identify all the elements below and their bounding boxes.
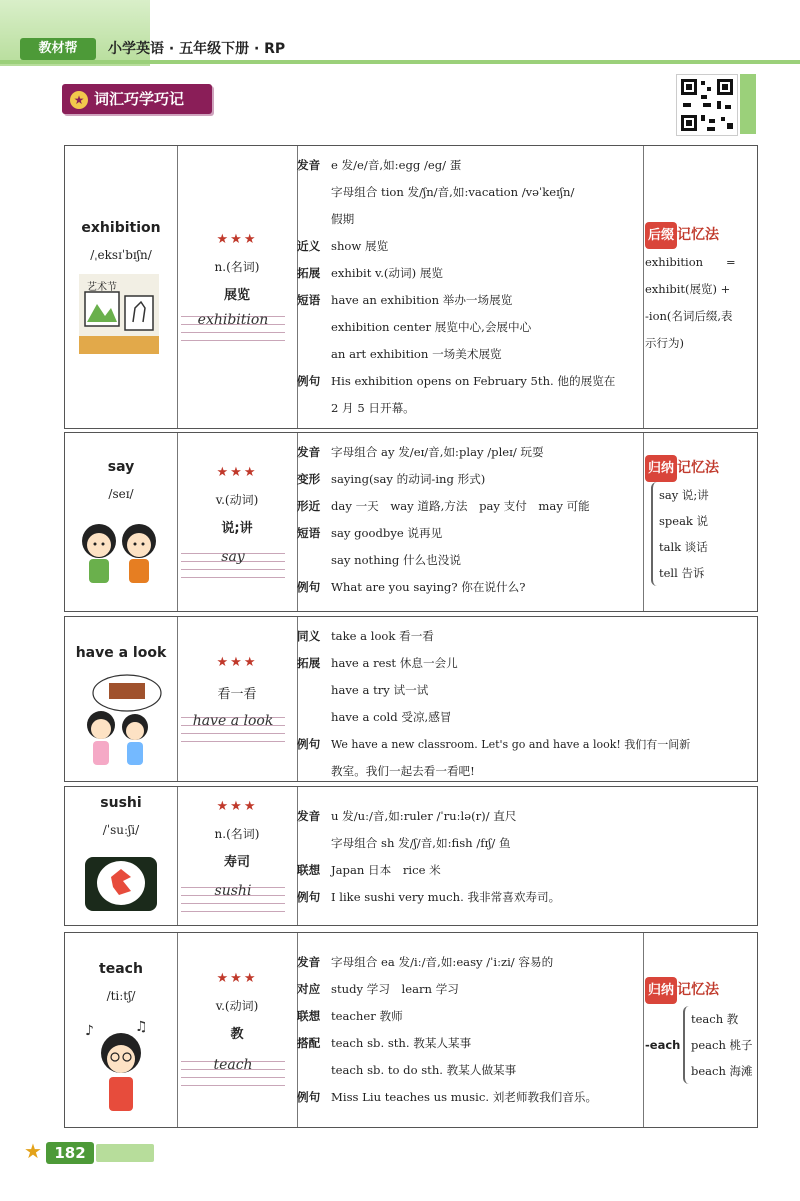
entry-meaning: 教 — [230, 1027, 244, 1042]
detail-text: day 一天 way 道路,方法 pay 支付 may 可能 — [331, 499, 590, 513]
brace-list — [651, 482, 757, 586]
handwritten-word: have a look — [192, 713, 274, 729]
svg-text:♪: ♪ — [85, 1023, 94, 1039]
entry-phonetic: /tiːtʃ/ — [106, 989, 136, 1003]
memo-line: exhibition = — [645, 255, 736, 269]
detail-text: teacher 教师 — [331, 1009, 403, 1023]
memo-line: talk 谈话 — [659, 540, 708, 554]
detail-text: Japan 日本 rice 米 — [331, 863, 441, 877]
copy-line — [181, 1055, 285, 1085]
detail-text: 字母组合 ea 发/iː/音,如:easy /ˈiːzi/ 容易的 — [331, 955, 554, 969]
entry-details — [297, 439, 637, 601]
entry-meaning: 展览 — [223, 288, 250, 303]
memory-tip-title — [645, 455, 757, 482]
entry-details — [297, 949, 637, 1111]
section-title-text: 词汇巧学巧记 — [94, 90, 185, 108]
brand-label: 教材帮 — [20, 38, 96, 60]
entry-meaning: 看一看 — [217, 687, 257, 702]
detail-text: show 展览 — [331, 239, 389, 253]
memo-line: speak 说 — [659, 514, 709, 528]
detail-text: e 发/e/音,如:egg /eg/ 蛋 — [331, 158, 462, 172]
entry-phonetic: /ˈsuːʃi/ — [102, 823, 140, 837]
entry-phonetic: /ˌeksɪˈbɪʃn/ — [90, 248, 152, 262]
memo-title: 记忆法 — [677, 227, 720, 243]
detail-text: teach sb. to do sth. 教某人做某事 — [331, 1063, 517, 1077]
memory-tip-title — [645, 977, 757, 1004]
detail-label: 变形 — [297, 472, 321, 486]
detail-label: 例句 — [297, 374, 321, 388]
detail-text: study 学习 learn 学习 — [331, 982, 459, 996]
memory-tip — [645, 455, 757, 586]
entry-pos: n.(名词) — [214, 260, 260, 274]
entry-word: say — [107, 459, 135, 475]
detail-label: 联想 — [297, 1009, 321, 1023]
brace-list — [683, 1006, 753, 1084]
detail-text: exhibition center 展览中心,会展中心 — [331, 320, 532, 334]
memory-tip — [645, 977, 757, 1088]
qr-side-tab — [740, 74, 756, 134]
page-header — [0, 0, 800, 66]
footer-decoration — [96, 1144, 154, 1162]
memo-title: 记忆法 — [677, 982, 720, 998]
detail-text: have an exhibition 举办一场展览 — [331, 293, 513, 307]
kids-looking-illustration — [77, 671, 163, 771]
detail-text: saying(say 的动词-ing 形式) — [331, 472, 486, 486]
detail-label: 发音 — [297, 809, 321, 823]
vocab-entry-have-a-look — [64, 616, 758, 782]
two-kids-talking-illustration — [75, 517, 165, 587]
handwritten-word: say — [221, 549, 245, 565]
star-rating: ★★★ — [216, 465, 258, 480]
sushi-roll-illustration — [79, 847, 163, 919]
detail-label: 对应 — [297, 982, 321, 996]
vocab-entry-exhibition — [64, 145, 758, 429]
detail-text: What are you saying? 你在说什么? — [331, 580, 526, 594]
header-line — [0, 60, 800, 64]
memo-line: 示行为) — [645, 336, 684, 350]
memory-tip — [645, 222, 757, 357]
teacher-singing-illustration — [83, 1017, 159, 1117]
memo-line: say 说;讲 — [659, 488, 709, 502]
detail-label: 短语 — [297, 293, 321, 307]
page-footer — [24, 1140, 134, 1166]
detail-label: 同义 — [297, 629, 321, 643]
detail-text: 字母组合 sh 发/ʃ/音,如:fish /fɪʃ/ 鱼 — [331, 836, 511, 850]
detail-text: teach sb. sth. 教某人某事 — [331, 1036, 472, 1050]
memory-tip-title — [645, 222, 757, 249]
picture-label: 艺术节 — [87, 282, 117, 293]
entry-details — [297, 803, 747, 911]
detail-text: 教室。我们一起去看一看吧! — [331, 764, 475, 778]
memo-line: beach 海滩 — [691, 1064, 753, 1078]
detail-label: 例句 — [297, 1090, 321, 1104]
memo-badge: 归纳 — [645, 977, 677, 1004]
detail-text: 2 月 5 日开幕。 — [331, 401, 415, 415]
entry-pos: n.(名词) — [214, 827, 260, 841]
detail-text: I like sushi very much. 我非常喜欢寿司。 — [331, 890, 561, 904]
handwritten-word: teach — [213, 1057, 253, 1073]
entry-details — [297, 152, 637, 422]
detail-text: 字母组合 ay 发/eɪ/音,如:play /pleɪ/ 玩耍 — [331, 445, 544, 459]
copy-line — [181, 881, 285, 911]
detail-label: 拓展 — [297, 266, 321, 280]
star-rating: ★★★ — [216, 232, 258, 247]
vocab-entry-say — [64, 432, 758, 612]
detail-text: His exhibition opens on February 5th. 他的展览在 — [331, 374, 616, 388]
memo-line: -ion(名词后缀,表 — [645, 309, 733, 323]
detail-label: 例句 — [297, 580, 321, 594]
detail-text: have a cold 受凉,感冒 — [331, 710, 452, 724]
entry-meaning: 说;讲 — [221, 521, 253, 536]
copy-line — [181, 310, 285, 340]
entry-word: have a look — [75, 645, 167, 661]
handwritten-word: exhibition — [197, 312, 269, 328]
detail-text: have a rest 休息一会儿 — [331, 656, 458, 670]
detail-text: 字母组合 tion 发/ʃn/音,如:vacation /vəˈkeɪʃn/ — [331, 185, 575, 199]
detail-text: 假期 — [331, 212, 355, 226]
detail-label: 形近 — [297, 499, 321, 513]
memo-line: exhibit(展览) + — [645, 282, 731, 296]
detail-label: 短语 — [297, 526, 321, 540]
detail-label: 例句 — [297, 737, 321, 751]
detail-text: exhibit v.(动词) 展览 — [331, 266, 444, 280]
star-rating: ★★★ — [216, 971, 258, 986]
star-icon: ★ — [70, 91, 88, 109]
page-number: 182 — [46, 1142, 94, 1164]
detail-text: an art exhibition 一场美术展览 — [331, 347, 502, 361]
memo-badge: 后缀 — [645, 222, 677, 249]
section-title — [62, 84, 212, 114]
memo-badge: 归纳 — [645, 455, 677, 482]
handwritten-word: sushi — [214, 883, 252, 899]
detail-label: 例句 — [297, 890, 321, 904]
detail-text: say goodbye 说再见 — [331, 526, 443, 540]
book-title: 小学英语 · 五年级下册 · RP — [108, 41, 286, 57]
detail-text: take a look 看一看 — [331, 629, 434, 643]
detail-label: 搭配 — [297, 1036, 321, 1050]
star-icon: ★ — [24, 1139, 42, 1163]
detail-text: say nothing 什么也没说 — [331, 553, 461, 567]
entry-pos: v.(动词) — [215, 493, 259, 507]
entry-pos: v.(动词) — [215, 999, 259, 1013]
copy-line — [181, 711, 285, 741]
entry-details — [297, 623, 747, 785]
detail-label: 近义 — [297, 239, 321, 253]
qr-code-icon[interactable] — [676, 74, 738, 136]
entry-word: exhibition — [81, 220, 161, 236]
detail-text: We have a new classroom. Let's go and have a look! 我们有一间新 — [331, 738, 691, 751]
star-rating: ★★★ — [216, 655, 258, 670]
memo-title: 记忆法 — [677, 460, 720, 476]
memo-line: tell 告诉 — [659, 566, 705, 580]
copy-line — [181, 547, 285, 577]
detail-text: Miss Liu teaches us music. 刘老师教我们音乐。 — [331, 1090, 598, 1104]
entry-word: teach — [99, 961, 143, 977]
detail-label: 发音 — [297, 158, 321, 172]
detail-label: 发音 — [297, 955, 321, 969]
memo-prefix: -each — [645, 1038, 681, 1052]
detail-label: 联想 — [297, 863, 321, 877]
svg-text:♫: ♫ — [135, 1019, 148, 1035]
entry-word: sushi — [100, 795, 142, 811]
detail-label: 发音 — [297, 445, 321, 459]
entry-meaning: 寿司 — [223, 855, 250, 870]
vocab-entry-teach — [64, 932, 758, 1128]
detail-text: u 发/uː/音,如:ruler /ˈruːlə(r)/ 直尺 — [331, 809, 517, 823]
memo-line: teach 教 — [691, 1012, 739, 1026]
star-rating: ★★★ — [216, 799, 258, 814]
detail-label: 拓展 — [297, 656, 321, 670]
memo-line: peach 桃子 — [691, 1038, 753, 1052]
detail-text: have a try 试一试 — [331, 683, 429, 697]
vocab-entry-sushi — [64, 786, 758, 926]
entry-phonetic: /seɪ/ — [108, 487, 134, 501]
